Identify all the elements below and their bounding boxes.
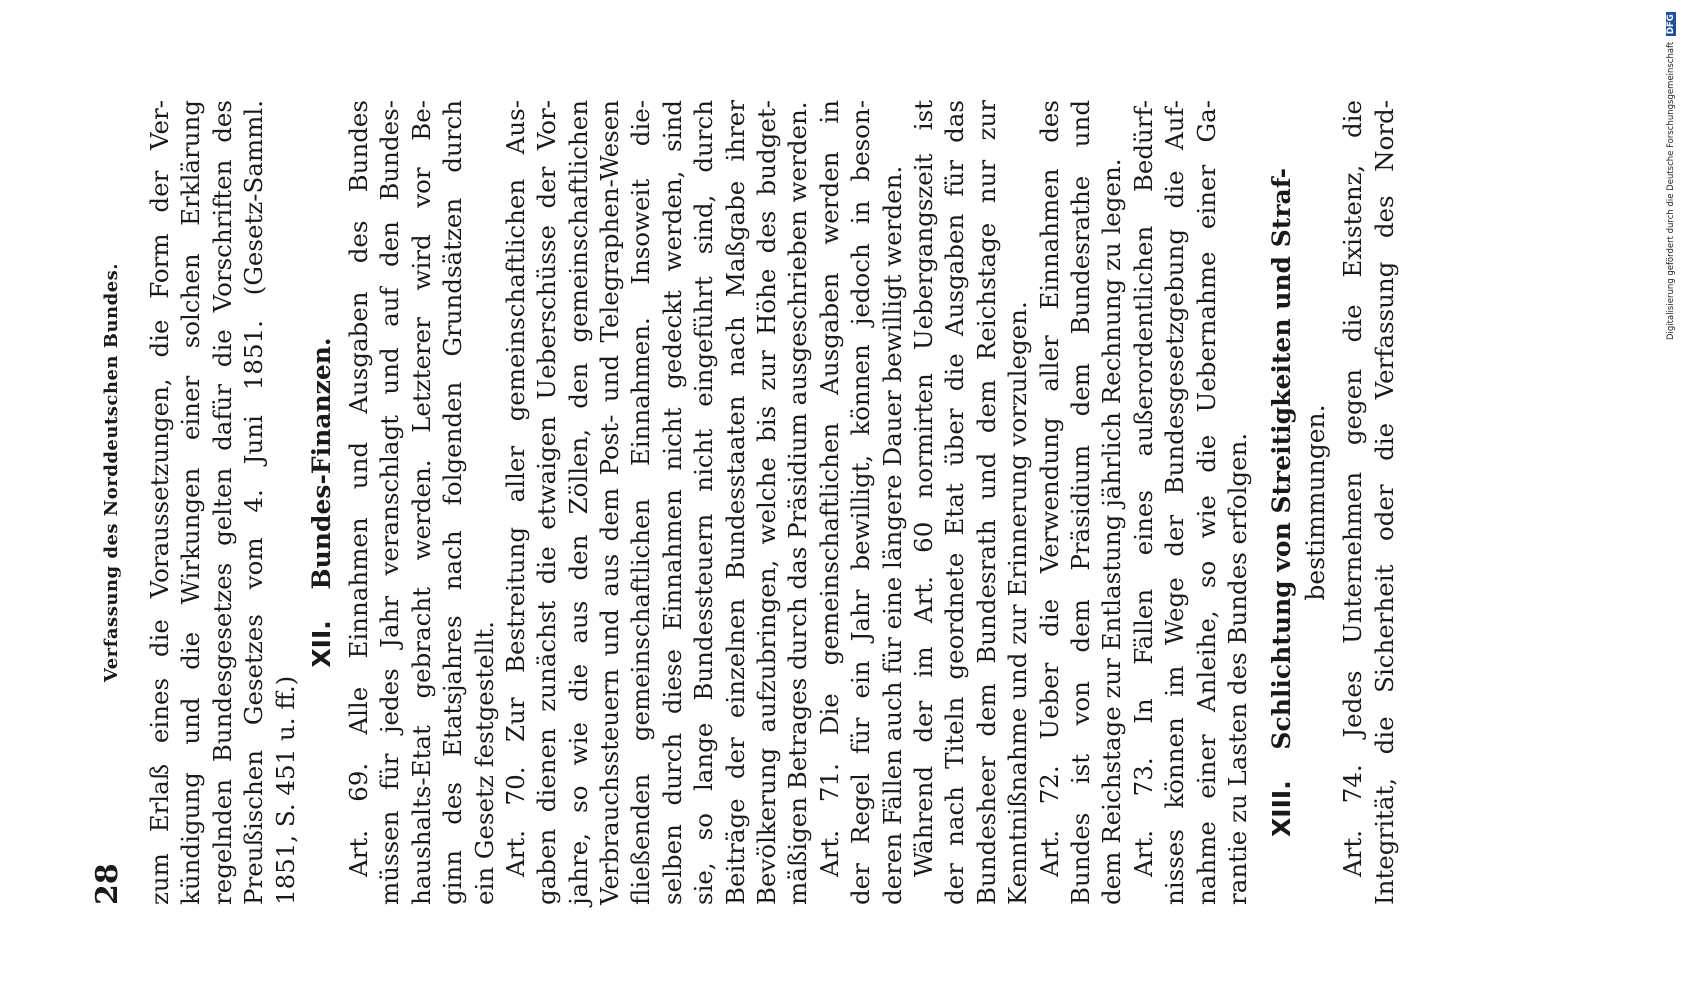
section-title-line1: Schlichtung von Streitigkeiten und Straf- [1267,168,1297,750]
section-heading-xiii [1265,100,1333,905]
funding-text-wrapper [1666,12,1676,340]
article-73 [1128,100,1254,905]
text-line: rantie zu Lasten des Bundes erfolgen. [1222,432,1252,905]
text-line: Verbrauchssteuern und aus dem Post- und Telegraphen-Wesen [595,100,625,905]
text-line: Während der im Art. 60 normirten Uebergangszeit ist [908,100,938,877]
text-line: Art. 71. Die gemeinschaftlichen Ausgaben werden in [814,100,844,877]
section-heading-xii [305,100,339,905]
section-title: Bundes-Finanzen. [306,337,336,590]
page-header [90,100,130,905]
text-line: deren Fällen auch für eine längere Dauer bewilligt werden. [877,165,907,905]
text-line: nisses können im Wege der Bundesgesetzgebung die Auf- [1160,100,1190,905]
text-line: müssen für jedes Jahr veranschlagt und auf den Bundes- [375,100,405,905]
section-title-line2: bestimmungen. [1301,404,1331,601]
text-line: dem Reichstage zur Entlastung jährlich Rechnung zu legen. [1097,158,1127,905]
text-line: Preußischen Gesetzes vom 4. Juni 1851. (Gesetz-Samml. [239,100,269,905]
article-71 [814,100,1034,905]
funding-text: Digitalisierung gefördert durch die Deutsche Forschungsgemeinschaft [1666,41,1676,340]
text-line: sie, so lange Bundessteuern nicht eingeführt sind, durch [689,100,719,905]
text-line: jahre, so wie die aus den Zöllen, den gemeinschaftlichen [563,100,593,905]
text-line: nahme einer Anleihe, so wie die Uebernahme einer Ga- [1191,100,1221,905]
article-74 [1337,100,1400,905]
text-line: Art. 70. Zur Bestreitung aller gemeinschaftlichen Aus- [500,100,530,877]
text-line: haushalts-Etat gebracht werden. Letzterer wird vor Be- [406,100,436,905]
text-line: Bundesheer dem Bundesrath und dem Reichstage nur zur [971,100,1001,905]
paragraph-block1 [144,100,301,905]
text-line: regelnden Bundesgesetzes gelten dafür die Vorschriften des [207,100,237,905]
text-line: Art. 72. Ueber die Verwendung aller Einnahmen des [1034,100,1064,877]
section-number: XII. [306,620,336,668]
text-line: Bevölkerung aufzubringen, welche bis zur Höhe des budget- [752,100,782,905]
text-line: der nach Titeln geordnete Etat über die Ausgaben für das [940,100,970,905]
text-line: mäßigen Betrages durch das Präsidium ausgeschrieben werden. [783,101,813,905]
text-line: selben durch diese Einnahmen nicht gedeckt werden, sind [657,100,687,905]
text-line: Art. 74. Jedes Unternehmen gegen die Existenz, die [1338,100,1368,877]
text-line: fließenden gemeinschaftlichen Einnahmen. Insoweit die- [626,100,656,905]
text-line: zum Erlaß eines die Voraussetzungen, die Form der Ver- [145,100,174,905]
text-line: Kenntnißnahme und zur Erinnerung vorzulegen. [1003,301,1033,905]
text-line: Bundes ist von dem Präsidium dem Bundesrathe und [1065,100,1095,905]
page-number: 28 [90,863,125,905]
page-content [90,100,1400,905]
text-line: ginn des Etatsjahres nach folgenden Grundsätzen durch [438,100,468,905]
section-number: XIII. [1267,780,1297,837]
text-line: gaben dienen zunächst die etwaigen Ueberschüsse der Vor- [532,100,562,905]
article-70 [500,100,814,905]
text-line: Integrität, die Sicherheit oder die Verfassung des Nord- [1369,100,1399,905]
text-line: der Regel für ein Jahr bewilligt, können jedoch in beson- [846,100,876,905]
text-line: kündigung und die Wirkungen einer solchen Erklärung [176,100,206,905]
text-line: Art. 73. In Fällen eines außerordentlichen Bedürf- [1128,100,1158,877]
text-line: Art. 69. Alle Einnahmen und Ausgaben des Bundes [343,100,373,877]
text-line: ein Gesetz festgestellt. [469,621,499,905]
article-72 [1034,100,1128,905]
running-head: Verfassung des Norddeutschen Bundes. [101,262,122,683]
funding-note [1666,10,1678,340]
dfg-logo: DFG [1666,14,1676,35]
text-line: Beiträge der einzelnen Bundesstaaten nach Maßgabe ihrer [720,100,750,905]
text-line: 1851, S. 451 u. ff.) [270,675,300,905]
article-69 [343,100,500,905]
